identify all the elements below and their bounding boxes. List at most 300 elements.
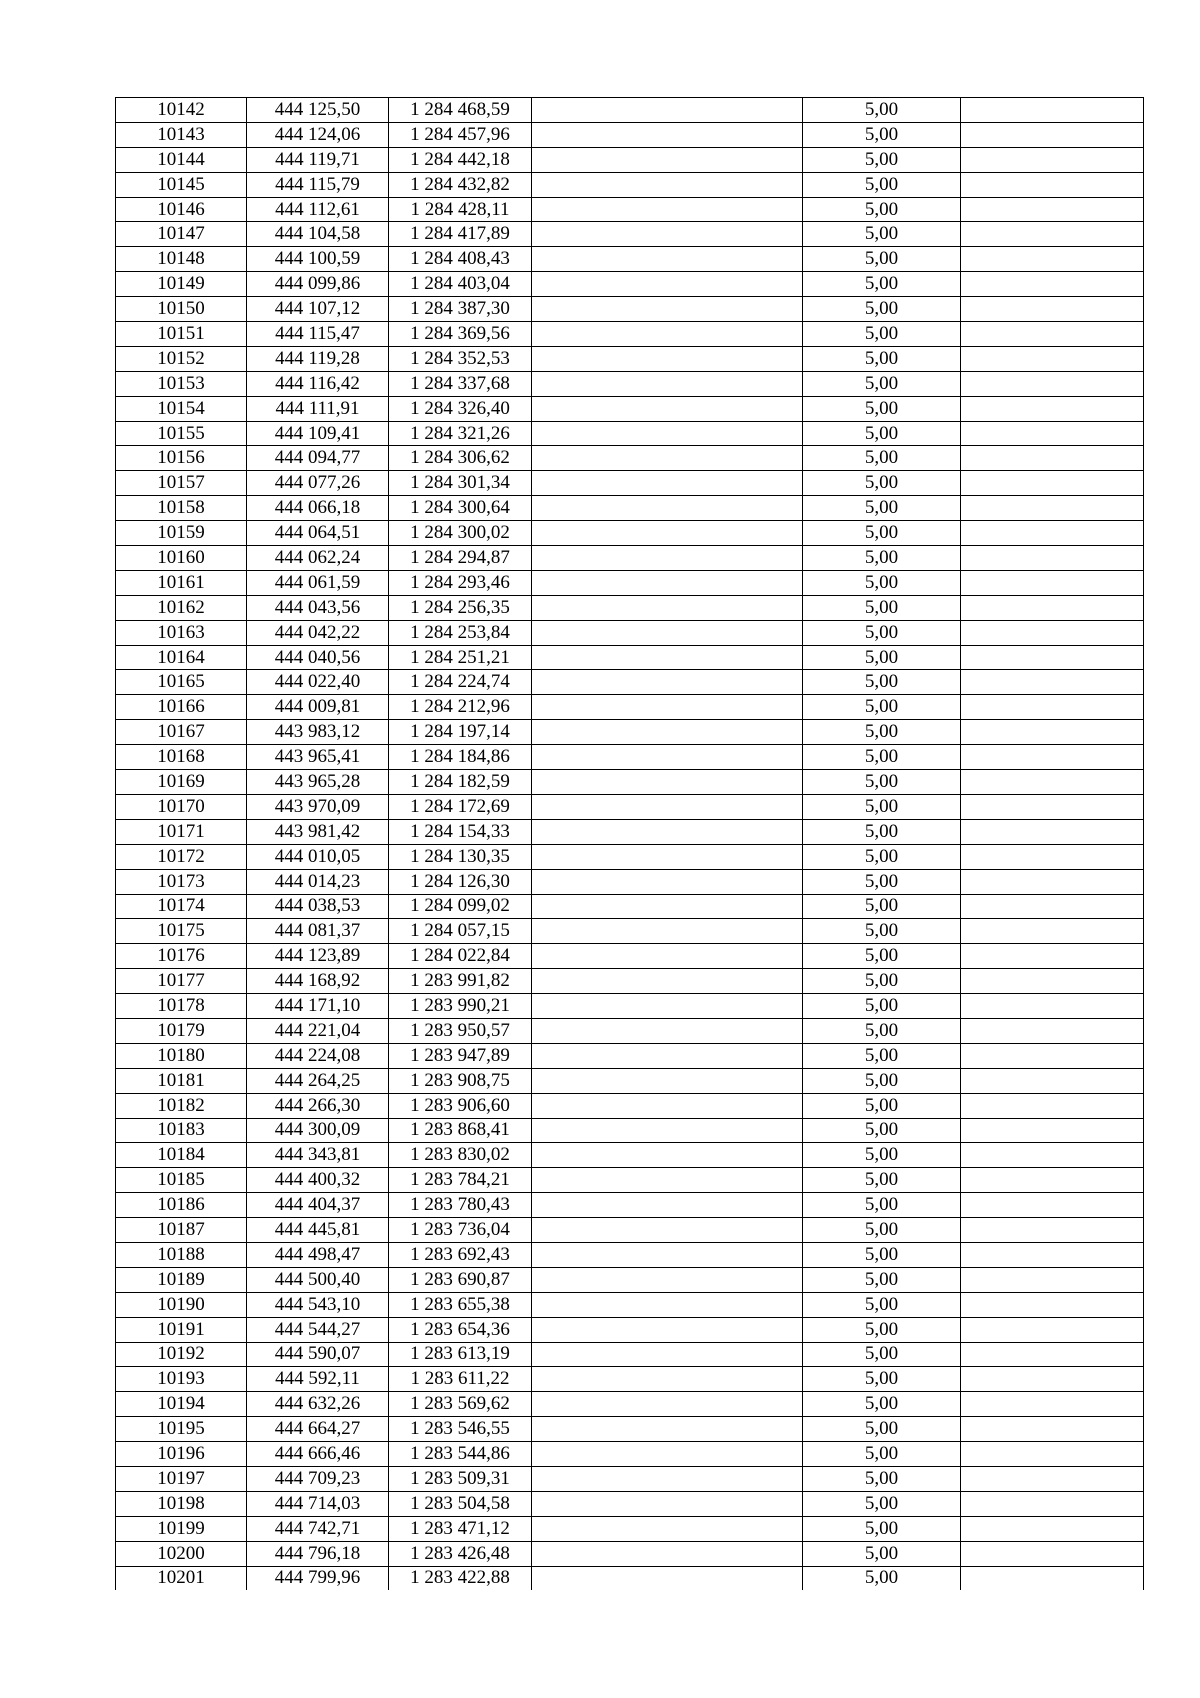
empty-cell	[532, 620, 803, 645]
empty-cell	[961, 1242, 1144, 1267]
empty-cell	[961, 1018, 1144, 1043]
y-coordinate-cell: 1 284 301,34	[389, 471, 532, 496]
empty-cell	[961, 620, 1144, 645]
point-number-cell: 10153	[116, 371, 247, 396]
x-coordinate-cell: 444 115,47	[247, 322, 389, 347]
empty-cell	[961, 1317, 1144, 1342]
table-row	[116, 1442, 1144, 1467]
y-coordinate-cell: 1 283 991,82	[389, 969, 532, 994]
y-coordinate-cell: 1 283 426,48	[389, 1541, 532, 1566]
empty-cell	[532, 1093, 803, 1118]
empty-cell	[532, 1516, 803, 1541]
empty-cell	[532, 745, 803, 770]
empty-cell	[961, 819, 1144, 844]
y-coordinate-cell: 1 284 154,33	[389, 819, 532, 844]
y-coordinate-cell: 1 284 326,40	[389, 396, 532, 421]
accuracy-cell: 5,00	[803, 1218, 961, 1243]
x-coordinate-cell: 444 543,10	[247, 1292, 389, 1317]
x-coordinate-cell: 444 498,47	[247, 1242, 389, 1267]
point-number-cell: 10142	[116, 98, 247, 123]
empty-cell	[961, 98, 1144, 123]
empty-cell	[961, 122, 1144, 147]
y-coordinate-cell: 1 284 369,56	[389, 322, 532, 347]
table-row	[116, 371, 1144, 396]
accuracy-cell: 5,00	[803, 1242, 961, 1267]
accuracy-cell: 5,00	[803, 1392, 961, 1417]
table-row	[116, 446, 1144, 471]
point-number-cell: 10143	[116, 122, 247, 147]
y-coordinate-cell: 1 284 306,62	[389, 446, 532, 471]
accuracy-cell: 5,00	[803, 1466, 961, 1491]
empty-cell	[961, 1118, 1144, 1143]
empty-cell	[532, 695, 803, 720]
accuracy-cell: 5,00	[803, 272, 961, 297]
point-number-cell: 10159	[116, 521, 247, 546]
point-number-cell: 10156	[116, 446, 247, 471]
empty-cell	[532, 1193, 803, 1218]
x-coordinate-cell: 444 066,18	[247, 496, 389, 521]
x-coordinate-cell: 444 404,37	[247, 1193, 389, 1218]
empty-cell	[961, 147, 1144, 172]
x-coordinate-cell: 444 100,59	[247, 247, 389, 272]
point-number-cell: 10158	[116, 496, 247, 521]
x-coordinate-cell: 444 061,59	[247, 570, 389, 595]
empty-cell	[532, 670, 803, 695]
table-row	[116, 172, 1144, 197]
y-coordinate-cell: 1 283 655,38	[389, 1292, 532, 1317]
table-row	[116, 1193, 1144, 1218]
empty-cell	[961, 1342, 1144, 1367]
y-coordinate-cell: 1 283 471,12	[389, 1516, 532, 1541]
x-coordinate-cell: 444 040,56	[247, 645, 389, 670]
y-coordinate-cell: 1 283 947,89	[389, 1043, 532, 1068]
table-row	[116, 620, 1144, 645]
y-coordinate-cell: 1 284 251,21	[389, 645, 532, 670]
point-number-cell: 10170	[116, 794, 247, 819]
x-coordinate-cell: 444 266,30	[247, 1093, 389, 1118]
empty-cell	[532, 1392, 803, 1417]
point-number-cell: 10189	[116, 1267, 247, 1292]
empty-cell	[961, 670, 1144, 695]
x-coordinate-cell: 444 099,86	[247, 272, 389, 297]
point-number-cell: 10160	[116, 546, 247, 571]
point-number-cell: 10163	[116, 620, 247, 645]
point-number-cell: 10168	[116, 745, 247, 770]
point-number-cell: 10183	[116, 1118, 247, 1143]
x-coordinate-cell: 444 062,24	[247, 546, 389, 571]
x-coordinate-cell: 444 709,23	[247, 1466, 389, 1491]
accuracy-cell: 5,00	[803, 1367, 961, 1392]
coordinates-table-body	[116, 98, 1144, 1591]
table-row	[116, 322, 1144, 347]
point-number-cell: 10172	[116, 844, 247, 869]
empty-cell	[961, 570, 1144, 595]
table-row	[116, 147, 1144, 172]
accuracy-cell: 5,00	[803, 1093, 961, 1118]
empty-cell	[961, 1442, 1144, 1467]
accuracy-cell: 5,00	[803, 1491, 961, 1516]
table-row	[116, 794, 1144, 819]
table-row	[116, 1566, 1144, 1590]
empty-cell	[961, 745, 1144, 770]
accuracy-cell: 5,00	[803, 172, 961, 197]
empty-cell	[532, 720, 803, 745]
table-row	[116, 197, 1144, 222]
y-coordinate-cell: 1 283 654,36	[389, 1317, 532, 1342]
point-number-cell: 10190	[116, 1292, 247, 1317]
empty-cell	[532, 122, 803, 147]
table-row	[116, 546, 1144, 571]
y-coordinate-cell: 1 284 256,35	[389, 595, 532, 620]
x-coordinate-cell: 444 125,50	[247, 98, 389, 123]
point-number-cell: 10187	[116, 1218, 247, 1243]
empty-cell	[961, 894, 1144, 919]
empty-cell	[961, 770, 1144, 795]
accuracy-cell: 5,00	[803, 994, 961, 1019]
table-row	[116, 1516, 1144, 1541]
accuracy-cell: 5,00	[803, 396, 961, 421]
empty-cell	[961, 1267, 1144, 1292]
empty-cell	[961, 1392, 1144, 1417]
x-coordinate-cell: 444 544,27	[247, 1317, 389, 1342]
empty-cell	[961, 546, 1144, 571]
point-number-cell: 10184	[116, 1143, 247, 1168]
accuracy-cell: 5,00	[803, 122, 961, 147]
point-number-cell: 10148	[116, 247, 247, 272]
x-coordinate-cell: 444 043,56	[247, 595, 389, 620]
empty-cell	[961, 1566, 1144, 1590]
table-row	[116, 745, 1144, 770]
table-row	[116, 247, 1144, 272]
point-number-cell: 10178	[116, 994, 247, 1019]
point-number-cell: 10176	[116, 944, 247, 969]
accuracy-cell: 5,00	[803, 869, 961, 894]
table-row	[116, 222, 1144, 247]
x-coordinate-cell: 443 965,28	[247, 770, 389, 795]
point-number-cell: 10164	[116, 645, 247, 670]
empty-cell	[961, 1093, 1144, 1118]
accuracy-cell: 5,00	[803, 745, 961, 770]
x-coordinate-cell: 444 009,81	[247, 695, 389, 720]
accuracy-cell: 5,00	[803, 670, 961, 695]
accuracy-cell: 5,00	[803, 1541, 961, 1566]
x-coordinate-cell: 444 500,40	[247, 1267, 389, 1292]
empty-cell	[532, 1317, 803, 1342]
empty-cell	[532, 919, 803, 944]
empty-cell	[532, 496, 803, 521]
point-number-cell: 10166	[116, 695, 247, 720]
point-number-cell: 10146	[116, 197, 247, 222]
x-coordinate-cell: 444 014,23	[247, 869, 389, 894]
empty-cell	[961, 844, 1144, 869]
accuracy-cell: 5,00	[803, 546, 961, 571]
empty-cell	[961, 595, 1144, 620]
empty-cell	[532, 944, 803, 969]
empty-cell	[961, 496, 1144, 521]
empty-cell	[961, 1516, 1144, 1541]
y-coordinate-cell: 1 283 613,19	[389, 1342, 532, 1367]
x-coordinate-cell: 444 714,03	[247, 1491, 389, 1516]
empty-cell	[532, 1442, 803, 1467]
empty-cell	[961, 247, 1144, 272]
empty-cell	[961, 1143, 1144, 1168]
table-row	[116, 1242, 1144, 1267]
point-number-cell: 10201	[116, 1566, 247, 1590]
point-number-cell: 10175	[116, 919, 247, 944]
empty-cell	[532, 471, 803, 496]
y-coordinate-cell: 1 284 417,89	[389, 222, 532, 247]
y-coordinate-cell: 1 283 990,21	[389, 994, 532, 1019]
x-coordinate-cell: 444 104,58	[247, 222, 389, 247]
y-coordinate-cell: 1 284 468,59	[389, 98, 532, 123]
accuracy-cell: 5,00	[803, 1417, 961, 1442]
table-row	[116, 98, 1144, 123]
y-coordinate-cell: 1 283 509,31	[389, 1466, 532, 1491]
empty-cell	[532, 1292, 803, 1317]
point-number-cell: 10198	[116, 1491, 247, 1516]
empty-cell	[532, 1018, 803, 1043]
empty-cell	[532, 1566, 803, 1590]
empty-cell	[961, 421, 1144, 446]
y-coordinate-cell: 1 284 300,02	[389, 521, 532, 546]
table-row	[116, 844, 1144, 869]
y-coordinate-cell: 1 284 253,84	[389, 620, 532, 645]
empty-cell	[532, 172, 803, 197]
x-coordinate-cell: 443 983,12	[247, 720, 389, 745]
accuracy-cell: 5,00	[803, 570, 961, 595]
accuracy-cell: 5,00	[803, 1068, 961, 1093]
empty-cell	[961, 994, 1144, 1019]
point-number-cell: 10157	[116, 471, 247, 496]
table-row	[116, 720, 1144, 745]
y-coordinate-cell: 1 284 337,68	[389, 371, 532, 396]
x-coordinate-cell: 444 445,81	[247, 1218, 389, 1243]
empty-cell	[532, 1242, 803, 1267]
point-number-cell: 10179	[116, 1018, 247, 1043]
y-coordinate-cell: 1 284 387,30	[389, 297, 532, 322]
empty-cell	[532, 570, 803, 595]
empty-cell	[532, 1417, 803, 1442]
empty-cell	[532, 969, 803, 994]
accuracy-cell: 5,00	[803, 496, 961, 521]
accuracy-cell: 5,00	[803, 1018, 961, 1043]
y-coordinate-cell: 1 283 780,43	[389, 1193, 532, 1218]
point-number-cell: 10200	[116, 1541, 247, 1566]
x-coordinate-cell: 444 042,22	[247, 620, 389, 645]
x-coordinate-cell: 444 592,11	[247, 1367, 389, 1392]
y-coordinate-cell: 1 283 830,02	[389, 1143, 532, 1168]
point-number-cell: 10174	[116, 894, 247, 919]
y-coordinate-cell: 1 284 182,59	[389, 770, 532, 795]
table-row	[116, 1367, 1144, 1392]
x-coordinate-cell: 444 115,79	[247, 172, 389, 197]
accuracy-cell: 5,00	[803, 944, 961, 969]
x-coordinate-cell: 444 109,41	[247, 421, 389, 446]
table-row	[116, 994, 1144, 1019]
x-coordinate-cell: 444 112,61	[247, 197, 389, 222]
y-coordinate-cell: 1 284 099,02	[389, 894, 532, 919]
table-row	[116, 1342, 1144, 1367]
empty-cell	[532, 346, 803, 371]
y-coordinate-cell: 1 283 908,75	[389, 1068, 532, 1093]
empty-cell	[961, 272, 1144, 297]
y-coordinate-cell: 1 284 403,04	[389, 272, 532, 297]
y-coordinate-cell: 1 284 130,35	[389, 844, 532, 869]
y-coordinate-cell: 1 284 321,26	[389, 421, 532, 446]
point-number-cell: 10196	[116, 1442, 247, 1467]
empty-cell	[961, 197, 1144, 222]
empty-cell	[532, 894, 803, 919]
x-coordinate-cell: 444 107,12	[247, 297, 389, 322]
point-number-cell: 10154	[116, 396, 247, 421]
empty-cell	[532, 794, 803, 819]
x-coordinate-cell: 444 094,77	[247, 446, 389, 471]
empty-cell	[961, 1043, 1144, 1068]
accuracy-cell: 5,00	[803, 1317, 961, 1342]
x-coordinate-cell: 444 224,08	[247, 1043, 389, 1068]
empty-cell	[532, 1168, 803, 1193]
accuracy-cell: 5,00	[803, 794, 961, 819]
point-number-cell: 10149	[116, 272, 247, 297]
table-row	[116, 1317, 1144, 1342]
accuracy-cell: 5,00	[803, 421, 961, 446]
point-number-cell: 10152	[116, 346, 247, 371]
x-coordinate-cell: 443 970,09	[247, 794, 389, 819]
accuracy-cell: 5,00	[803, 197, 961, 222]
empty-cell	[532, 869, 803, 894]
empty-cell	[532, 546, 803, 571]
empty-cell	[532, 819, 803, 844]
point-number-cell: 10165	[116, 670, 247, 695]
point-number-cell: 10177	[116, 969, 247, 994]
y-coordinate-cell: 1 283 868,41	[389, 1118, 532, 1143]
y-coordinate-cell: 1 283 950,57	[389, 1018, 532, 1043]
table-row	[116, 1541, 1144, 1566]
x-coordinate-cell: 443 981,42	[247, 819, 389, 844]
y-coordinate-cell: 1 284 352,53	[389, 346, 532, 371]
empty-cell	[961, 1491, 1144, 1516]
empty-cell	[961, 1168, 1144, 1193]
table-row	[116, 1143, 1144, 1168]
empty-cell	[532, 844, 803, 869]
y-coordinate-cell: 1 283 504,58	[389, 1491, 532, 1516]
table-row	[116, 1118, 1144, 1143]
empty-cell	[961, 794, 1144, 819]
table-row	[116, 122, 1144, 147]
point-number-cell: 10155	[116, 421, 247, 446]
table-row	[116, 1218, 1144, 1243]
empty-cell	[961, 396, 1144, 421]
table-row	[116, 819, 1144, 844]
point-number-cell: 10181	[116, 1068, 247, 1093]
point-number-cell: 10185	[116, 1168, 247, 1193]
empty-cell	[961, 172, 1144, 197]
accuracy-cell: 5,00	[803, 1267, 961, 1292]
accuracy-cell: 5,00	[803, 147, 961, 172]
empty-cell	[961, 446, 1144, 471]
accuracy-cell: 5,00	[803, 1342, 961, 1367]
point-number-cell: 10192	[116, 1342, 247, 1367]
x-coordinate-cell: 444 666,46	[247, 1442, 389, 1467]
accuracy-cell: 5,00	[803, 645, 961, 670]
empty-cell	[532, 1541, 803, 1566]
point-number-cell: 10195	[116, 1417, 247, 1442]
point-number-cell: 10180	[116, 1043, 247, 1068]
table-row	[116, 521, 1144, 546]
y-coordinate-cell: 1 283 736,04	[389, 1218, 532, 1243]
empty-cell	[961, 521, 1144, 546]
empty-cell	[532, 994, 803, 1019]
table-row	[116, 272, 1144, 297]
x-coordinate-cell: 443 965,41	[247, 745, 389, 770]
accuracy-cell: 5,00	[803, 720, 961, 745]
empty-cell	[532, 1218, 803, 1243]
y-coordinate-cell: 1 283 690,87	[389, 1267, 532, 1292]
empty-cell	[532, 1267, 803, 1292]
empty-cell	[532, 98, 803, 123]
accuracy-cell: 5,00	[803, 819, 961, 844]
empty-cell	[961, 720, 1144, 745]
empty-cell	[532, 1068, 803, 1093]
table-row	[116, 969, 1144, 994]
point-number-cell: 10145	[116, 172, 247, 197]
empty-cell	[961, 1193, 1144, 1218]
point-number-cell: 10144	[116, 147, 247, 172]
x-coordinate-cell: 444 038,53	[247, 894, 389, 919]
y-coordinate-cell: 1 283 692,43	[389, 1242, 532, 1267]
accuracy-cell: 5,00	[803, 844, 961, 869]
accuracy-cell: 5,00	[803, 346, 961, 371]
accuracy-cell: 5,00	[803, 471, 961, 496]
y-coordinate-cell: 1 284 057,15	[389, 919, 532, 944]
coordinates-table	[115, 97, 1144, 1590]
y-coordinate-cell: 1 284 428,11	[389, 197, 532, 222]
table-row	[116, 695, 1144, 720]
point-number-cell: 10151	[116, 322, 247, 347]
y-coordinate-cell: 1 284 126,30	[389, 869, 532, 894]
empty-cell	[961, 1417, 1144, 1442]
x-coordinate-cell: 444 168,92	[247, 969, 389, 994]
x-coordinate-cell: 444 632,26	[247, 1392, 389, 1417]
empty-cell	[532, 421, 803, 446]
y-coordinate-cell: 1 284 432,82	[389, 172, 532, 197]
empty-cell	[961, 869, 1144, 894]
empty-cell	[961, 371, 1144, 396]
x-coordinate-cell: 444 171,10	[247, 994, 389, 1019]
x-coordinate-cell: 444 221,04	[247, 1018, 389, 1043]
table-row	[116, 396, 1144, 421]
empty-cell	[532, 446, 803, 471]
point-number-cell: 10193	[116, 1367, 247, 1392]
x-coordinate-cell: 444 742,71	[247, 1516, 389, 1541]
table-row	[116, 1292, 1144, 1317]
table-row	[116, 919, 1144, 944]
empty-cell	[532, 297, 803, 322]
x-coordinate-cell: 444 064,51	[247, 521, 389, 546]
empty-cell	[532, 222, 803, 247]
accuracy-cell: 5,00	[803, 446, 961, 471]
y-coordinate-cell: 1 284 184,86	[389, 745, 532, 770]
accuracy-cell: 5,00	[803, 1043, 961, 1068]
empty-cell	[961, 1466, 1144, 1491]
table-row	[116, 670, 1144, 695]
empty-cell	[961, 1367, 1144, 1392]
empty-cell	[532, 396, 803, 421]
empty-cell	[532, 1342, 803, 1367]
empty-cell	[532, 521, 803, 546]
table-row	[116, 645, 1144, 670]
accuracy-cell: 5,00	[803, 1516, 961, 1541]
